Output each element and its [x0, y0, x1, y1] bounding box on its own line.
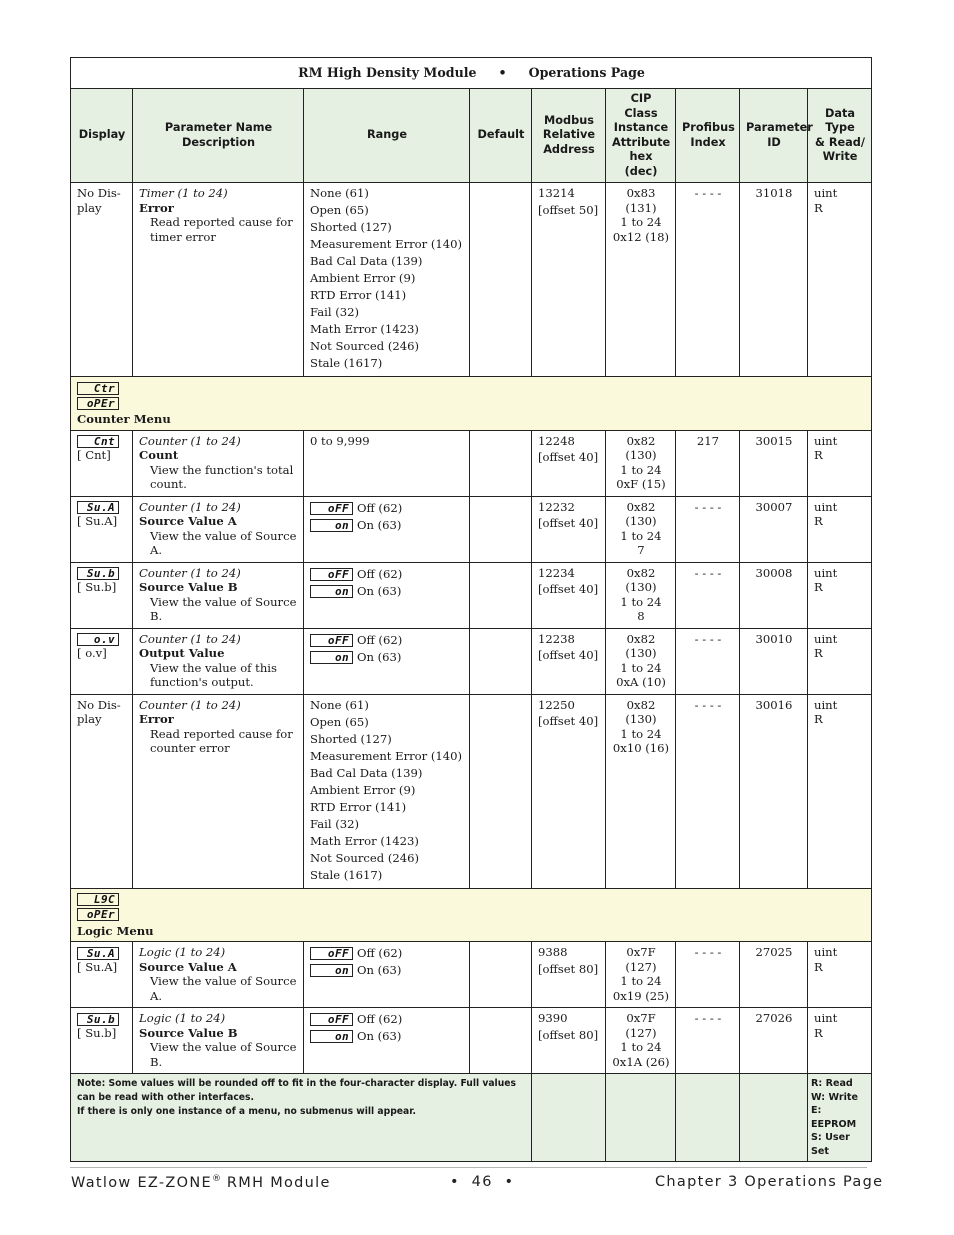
lcd-off: oFF — [310, 947, 353, 960]
parameter-id-cell: 30008 — [740, 562, 808, 628]
col-display: Display — [71, 89, 133, 183]
table-row-logic-source-a — [71, 942, 872, 1008]
note-line-1: Note: Some values will be rounded off to fit in the four-character display. Full values — [77, 1078, 516, 1089]
display-cell: Cnt [ Cnt] — [71, 430, 133, 496]
rw-legend: R: Read W: Write E: EEPROM S: User Set — [808, 1074, 872, 1162]
profibus-cell: - - - - — [676, 628, 740, 694]
modbus-cell: 12234 [offset 40] — [532, 562, 606, 628]
table-row-counter-source-b — [71, 562, 872, 628]
data-type-cell: uint R — [808, 562, 872, 628]
modbus-cell: 13214 [offset 50] — [532, 183, 606, 377]
profibus-cell: - - - - — [676, 496, 740, 562]
parameter-id-cell: 27025 — [740, 942, 808, 1008]
modbus-cell: 12238 [offset 40] — [532, 628, 606, 694]
cip-cell: 0x7F (127) 1 to 24 0x1A (26) — [606, 1008, 676, 1074]
display-cell: o.v [ o.v] — [71, 628, 133, 694]
col-parameter-id: Parameter ID — [740, 89, 808, 183]
parameter-cell: Counter (1 to 24) Source Value A View the value of Source A. — [133, 496, 304, 562]
profibus-cell: - - - - — [676, 1008, 740, 1074]
note-empty-cell — [740, 1074, 808, 1162]
note-line-3: If there is only one instance of a menu, no submenus will appear. — [77, 1106, 416, 1117]
note-empty-cell — [532, 1074, 606, 1162]
range-cell: oFF Off (62) on On (63) — [304, 628, 470, 694]
lcd-on: on — [310, 651, 353, 664]
profibus-cell: - - - - — [676, 183, 740, 377]
lcd-off: oFF — [310, 568, 353, 581]
lcd-oper: oPEr — [77, 908, 119, 921]
parameter-cell: Counter (1 to 24) Output Value View the value of this function's output. — [133, 628, 304, 694]
display-cell: No Dis- play — [71, 183, 133, 377]
display-cell: Su.b [ Su.b] — [71, 1008, 133, 1074]
profibus-cell: 217 — [676, 430, 740, 496]
default-cell — [470, 628, 532, 694]
logic-menu-row — [71, 888, 872, 942]
parameter-cell: Counter (1 to 24) Source Value B View the value of Source B. — [133, 562, 304, 628]
parameter-cell: Counter (1 to 24) Count View the function's total count. — [133, 430, 304, 496]
table-title — [71, 58, 872, 89]
col-default: Default — [470, 89, 532, 183]
table-row-count — [71, 430, 872, 496]
parameter-id-cell: 30010 — [740, 628, 808, 694]
table-row-counter-error — [71, 694, 872, 888]
column-header-row — [71, 89, 872, 183]
parameter-id-cell: 30015 — [740, 430, 808, 496]
display-cell: Su.b [ Su.b] — [71, 562, 133, 628]
profibus-cell: - - - - — [676, 562, 740, 628]
lcd-on: on — [310, 964, 353, 977]
counter-menu-row — [71, 377, 872, 431]
data-type-cell: uint R — [808, 942, 872, 1008]
lcd-sub: Su.b — [77, 567, 119, 580]
default-cell — [470, 942, 532, 1008]
lcd-on: on — [310, 1030, 353, 1043]
display-cell: Su.A [ Su.A] — [71, 496, 133, 562]
profibus-cell: - - - - — [676, 694, 740, 888]
col-profibus: Profibus Index — [676, 89, 740, 183]
page-title: Operations Page — [528, 64, 645, 80]
footer-divider — [70, 1167, 867, 1168]
lcd-sua: Su.A — [77, 501, 119, 514]
display-cell: No Dis- play — [71, 694, 133, 888]
modbus-cell: 9388 [offset 80] — [532, 942, 606, 1008]
modbus-cell: 9390 [offset 80] — [532, 1008, 606, 1074]
cip-cell: 0x82 (130) 1 to 24 8 — [606, 562, 676, 628]
footer-product: Watlow EZ-ZONE® RMH Module — [71, 1174, 331, 1191]
range-cell: oFF Off (62) on On (63) — [304, 496, 470, 562]
range-cell: None (61) Open (65) Shorted (127) Measurement Error (140) Bad Cal Data (139) Ambient Error (9) RTD Error (141) Fail (32) Math Error (1423) Not Sourced (246) Stale (1617) — [304, 183, 470, 377]
lcd-lgc: L9C — [77, 893, 119, 906]
range-cell: 0 to 9,999 — [304, 430, 470, 496]
parameter-id-cell: 31018 — [740, 183, 808, 377]
table-row-logic-source-b — [71, 1008, 872, 1074]
lcd-oper: oPEr — [77, 397, 119, 410]
col-parameter: Parameter Name Description — [133, 89, 304, 183]
default-cell — [470, 183, 532, 377]
profibus-cell: - - - - — [676, 942, 740, 1008]
lcd-sua: Su.A — [77, 947, 119, 960]
default-cell — [470, 1008, 532, 1074]
note-empty-cell — [676, 1074, 740, 1162]
range-cell: oFF Off (62) on On (63) — [304, 562, 470, 628]
data-type-cell: uint R — [808, 183, 872, 377]
range-cell: oFF Off (62) on On (63) — [304, 942, 470, 1008]
cip-cell: 0x7F (127) 1 to 24 0x19 (25) — [606, 942, 676, 1008]
title-bullet: • — [498, 64, 507, 80]
data-type-cell: uint R — [808, 430, 872, 496]
parameter-cell: Counter (1 to 24) Error Read reported cause for counter error — [133, 694, 304, 888]
cip-cell: 0x82 (130) 1 to 24 0x10 (16) — [606, 694, 676, 888]
parameter-id-cell: 27026 — [740, 1008, 808, 1074]
lcd-on: on — [310, 519, 353, 532]
lcd-on: on — [310, 585, 353, 598]
display-cell: Su.A [ Su.A] — [71, 942, 133, 1008]
table-title-row — [71, 58, 872, 89]
modbus-cell: 12232 [offset 40] — [532, 496, 606, 562]
default-cell — [470, 430, 532, 496]
lcd-sub: Su.b — [77, 1013, 119, 1026]
default-cell — [470, 562, 532, 628]
note-row — [71, 1074, 872, 1162]
lcd-ov: o.v — [77, 633, 119, 646]
logic-menu-cell — [71, 888, 872, 942]
note-cell — [71, 1074, 532, 1162]
cip-cell: 0x82 (130) 1 to 24 0xA (10) — [606, 628, 676, 694]
data-type-cell: uint R — [808, 496, 872, 562]
counter-menu-cell — [71, 377, 872, 431]
parameter-table — [70, 57, 872, 1162]
table-row-counter-output-value — [71, 628, 872, 694]
default-cell — [470, 496, 532, 562]
lcd-ctr: Ctr — [77, 382, 119, 395]
parameter-cell: Timer (1 to 24) Error Read reported cause for timer error — [133, 183, 304, 377]
col-range: Range — [304, 89, 470, 183]
col-modbus: Modbus Relative Address — [532, 89, 606, 183]
cip-cell: 0x82 (130) 1 to 24 0xF (15) — [606, 430, 676, 496]
counter-menu-title: Counter Menu — [77, 412, 171, 426]
lcd-off: oFF — [310, 1013, 353, 1026]
cip-cell: 0x82 (130) 1 to 24 7 — [606, 496, 676, 562]
col-data-type: Data Type & Read/ Write — [808, 89, 872, 183]
parameter-cell: Logic (1 to 24) Source Value B View the value of Source B. — [133, 1008, 304, 1074]
module-title: RM High Density Module — [298, 64, 477, 80]
parameter-cell: Logic (1 to 24) Source Value A View the value of Source A. — [133, 942, 304, 1008]
default-cell — [470, 694, 532, 888]
range-cell: oFF Off (62) on On (63) — [304, 1008, 470, 1074]
table-row-counter-source-a — [71, 496, 872, 562]
cip-cell: 0x83 (131) 1 to 24 0x12 (18) — [606, 183, 676, 377]
footer-chapter: Chapter 3 Operations Page — [655, 1174, 884, 1190]
parameter-id-cell: 30016 — [740, 694, 808, 888]
table-row-timer-error — [71, 183, 872, 377]
data-type-cell: uint R — [808, 1008, 872, 1074]
logic-menu-title: Logic Menu — [77, 923, 154, 938]
lcd-cnt: Cnt — [77, 435, 119, 448]
footer-page-number: • 46 • — [450, 1174, 515, 1190]
parameter-id-cell: 30007 — [740, 496, 808, 562]
modbus-cell: 12250 [offset 40] — [532, 694, 606, 888]
lcd-off: oFF — [310, 502, 353, 515]
note-empty-cell — [606, 1074, 676, 1162]
modbus-cell: 12248 [offset 40] — [532, 430, 606, 496]
note-line-2: can be read with other interfaces. — [77, 1092, 255, 1103]
lcd-off: oFF — [310, 634, 353, 647]
range-cell: None (61) Open (65) Shorted (127) Measurement Error (140) Bad Cal Data (139) Ambient Error (9) RTD Error (141) Fail (32) Math Error (1423) Not Sourced (246) Stale (1617) — [304, 694, 470, 888]
data-type-cell: uint R — [808, 694, 872, 888]
data-type-cell: uint R — [808, 628, 872, 694]
col-cip: CIP Class Instance Attribute hex (dec) — [606, 89, 676, 183]
